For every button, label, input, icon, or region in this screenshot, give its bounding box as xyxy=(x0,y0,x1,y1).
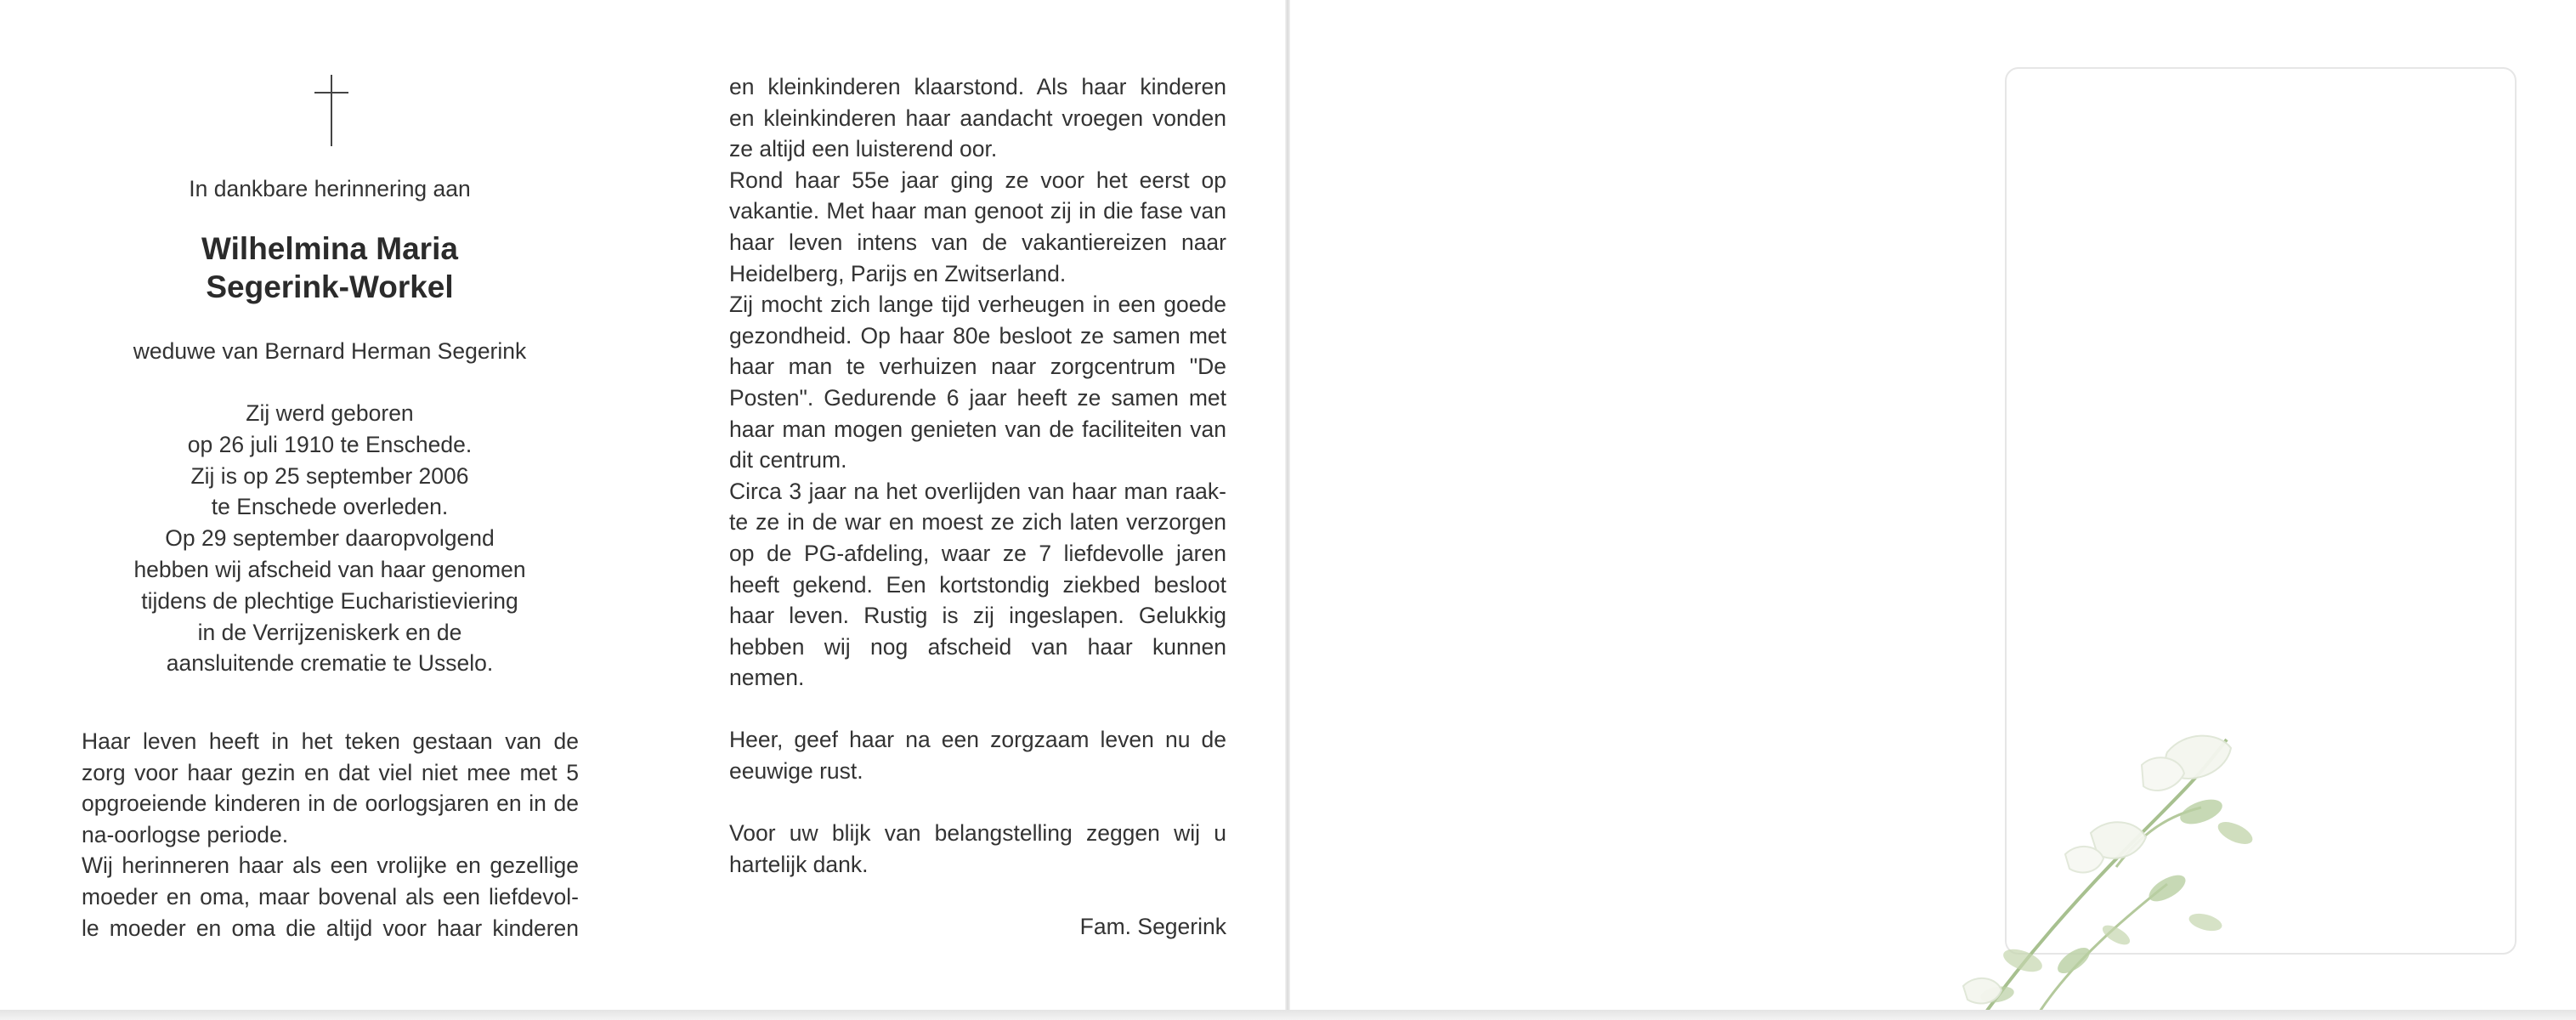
text-line: haar leven intens van de vakantiereizen naar xyxy=(729,229,1226,255)
widow-of-line: weduwe van Bernard Herman Segerink xyxy=(133,338,527,364)
text-line: vakantie. Met haar man genoot zij in die fase van xyxy=(729,198,1226,224)
deceased-name-line1: Wilhelmina Maria xyxy=(201,231,458,266)
dedication-line: In dankbare herinnering aan xyxy=(189,176,471,201)
text-line: Haar leven heeft in het teken gestaan van de xyxy=(82,728,579,754)
bio-line: hebben wij afscheid van haar genomen xyxy=(133,556,526,582)
card-fold xyxy=(1285,0,1290,1010)
paragraph-gap xyxy=(729,880,1226,911)
bio-line: aansluitende crematie te Usselo. xyxy=(166,650,494,677)
left-column-text xyxy=(82,726,579,944)
text-line: le moeder en oma die altijd voor haar kinderen xyxy=(82,915,579,941)
text-line: Heidelberg, Parijs en Zwitserland. xyxy=(729,260,1067,286)
text-line: zorg voor haar gezin en dat viel niet mee met 5 xyxy=(82,759,579,785)
text-line: en kleinkinderen klaarstond. Als haar kinderen xyxy=(729,74,1226,99)
family-signature: Fam. Segerink xyxy=(1079,914,1226,940)
text-line: Circa 3 jaar na het overlijden van haar man raak- xyxy=(729,478,1226,504)
bio-line: tijdens de plechtige Eucharistieviering xyxy=(141,587,518,614)
text-line: hebben wij nog afscheid van haar kunnen xyxy=(729,633,1226,660)
text-line: Wij herinneren haar als een vrolijke en gezellige xyxy=(82,853,579,879)
text-line: ze altijd een luisterend oor. xyxy=(729,136,998,162)
text-line: dit centrum. xyxy=(729,447,847,473)
text-line: Posten". Gedurende 6 jaar heeft ze samen met xyxy=(729,384,1226,411)
bio-line: Zij is op 25 september 2006 xyxy=(190,462,469,489)
bio-line: Zij werd geboren xyxy=(246,400,414,426)
text-line: heeft gekend. Een kortstondig ziekbed besloot xyxy=(729,571,1226,598)
bio-line: op 26 juli 1910 te Enschede. xyxy=(187,431,473,457)
text-line: moeder en oma, maar bovenal als een liefdevol- xyxy=(82,883,579,910)
bio-line: Op 29 september daaropvolgend xyxy=(165,525,495,552)
flower-sprig-icon xyxy=(1946,706,2303,1020)
prayer-line: Heer, geef haar na een zorgzaam leven nu de xyxy=(729,727,1226,753)
prayer-line: eeuwige rust. xyxy=(729,758,863,785)
text-line: te ze in de war en moest ze zich laten verzorgen xyxy=(729,509,1226,536)
text-line: Zij mocht zich lange tijd verheugen in een goede xyxy=(729,292,1226,318)
bio-line: te Enschede overleden. xyxy=(211,494,449,520)
thanks-line: hartelijk dank. xyxy=(729,851,869,877)
paragraph-gap xyxy=(729,694,1226,725)
deceased-name xyxy=(66,230,593,306)
card-bottom-edge xyxy=(0,1010,2576,1020)
thanks-line: Voor uw blijk van belangstelling zeggen wij u xyxy=(729,820,1226,847)
bio-line: in de Verrijzeniskerk en de xyxy=(197,619,462,645)
text-line: nemen. xyxy=(729,665,805,691)
text-line: na-oorlogse periode. xyxy=(82,821,289,847)
text-line: haar man te verhuizen naar zorgcentrum "De xyxy=(729,354,1226,380)
paragraph-gap xyxy=(729,787,1226,819)
text-line: gezondheid. Op haar 80e besloot ze samen met xyxy=(729,322,1226,348)
text-line: haar leven. Rustig is zij ingeslapen. Gelukkig xyxy=(729,603,1226,629)
text-line: en kleinkinderen haar aandacht vroegen vonden xyxy=(729,105,1226,131)
biography-block xyxy=(66,398,593,679)
deceased-name-line2: Segerink-Workel xyxy=(206,269,454,304)
text-line: Rond haar 55e jaar ging ze voor het eerst op xyxy=(729,167,1226,193)
text-line: opgroeiende kinderen in de oorlogsjaren en in de xyxy=(82,790,579,817)
text-line: op de PG-afdeling, waar ze 7 liefdevolle jaren xyxy=(729,540,1226,566)
text-line: haar man mogen genieten van de faciliteiten van xyxy=(729,416,1226,442)
middle-column-text xyxy=(729,71,1226,943)
cross-icon xyxy=(314,75,348,146)
